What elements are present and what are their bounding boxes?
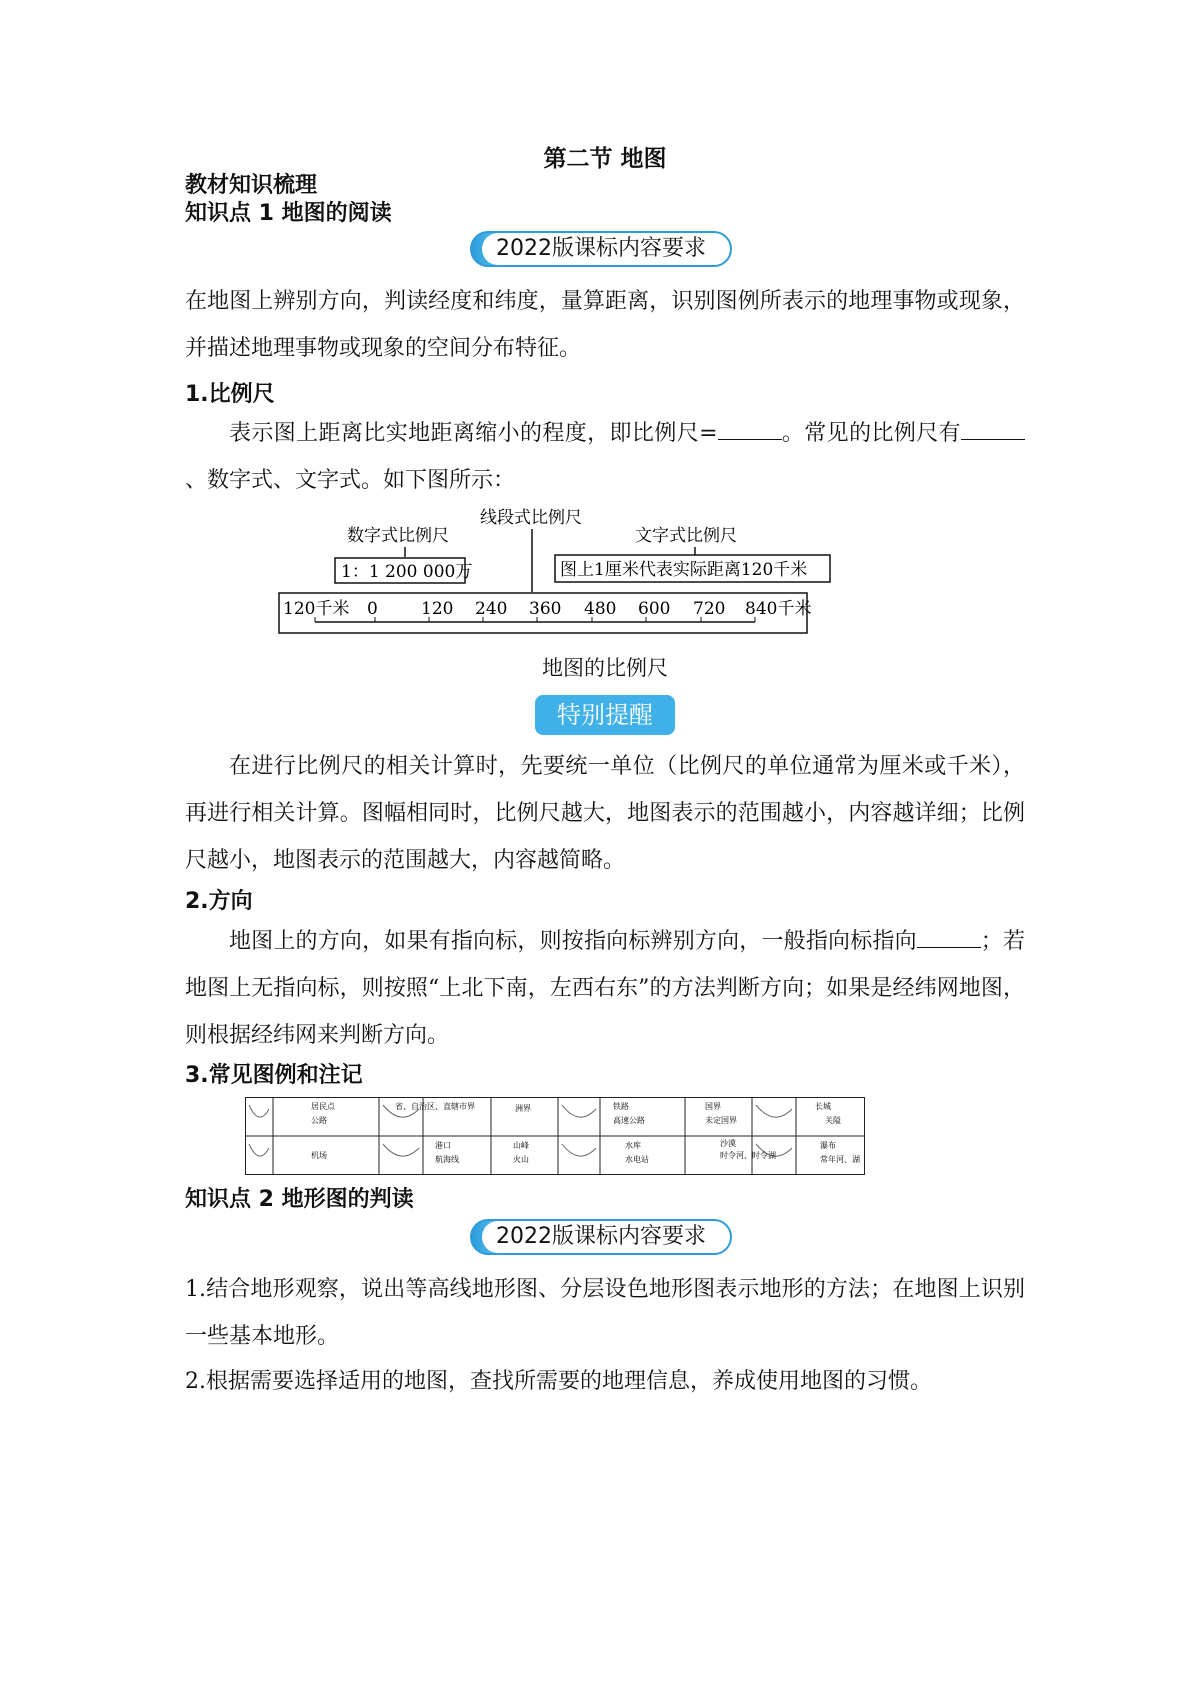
legend-label: 关隘 — [825, 1116, 841, 1125]
scale-tick-label: 120 — [421, 599, 454, 619]
kp1-heading: 知识点 1 地图的阅读 — [185, 201, 392, 226]
scale-text-b: 。常见的比例尺有 — [781, 421, 961, 446]
kp1-standard-text: 在地图上辨别方向，判读经度和纬度，量算距离，识别图例所表示的地理事物或现象，并描述地理事物或现象的空间分布特征。 — [185, 289, 1025, 361]
kp1-standard-label: 2022版课标内容要求 — [482, 233, 720, 265]
numeric-value: 1：1 200 000万 — [341, 562, 473, 582]
scale-tick-label: 840千米 — [745, 599, 812, 619]
legend-label: 水库 — [625, 1141, 641, 1150]
legend-label: 长城 — [815, 1102, 831, 1111]
label-line: 线段式比例尺 — [480, 508, 582, 528]
kp2-standard-label: 2022版课标内容要求 — [482, 1221, 720, 1253]
kp2-heading: 知识点 2 地形图的判读 — [185, 1187, 414, 1212]
kp2-standard-badge — [470, 1219, 732, 1255]
legend-label: 山峰 — [513, 1141, 529, 1150]
legend-label: 居民点 — [311, 1102, 335, 1111]
remind-text: 在进行比例尺的相关计算时，先要统一单位（比例尺的单位通常为厘米或千米），再进行相关计算。图幅相同时，比例尺越大，地图表示的范围越小，内容越详细；比例尺越小，地图表示的范围越大，内容越简略。 — [185, 754, 1025, 873]
label-text: 文字式比例尺 — [635, 526, 737, 546]
legend-label: 公路 — [311, 1116, 327, 1125]
legend-label: 洲界 — [515, 1104, 531, 1113]
kp2-item-1: 1.结合地形观察，说出等高线地形图、分层设色地形图表示地形的方法；在地图上识别一些基本地形。 — [185, 1277, 1025, 1349]
scale-blank-1[interactable] — [718, 419, 782, 440]
legend-label: 瀑布 — [820, 1141, 836, 1150]
legend-label: 省、自治区、直辖市界 — [395, 1102, 475, 1111]
direction-text-a: 地图上的方向，如果有指向标，则按指向标辨别方向，一般指向标指向 — [229, 929, 917, 954]
direction-heading: 2.方向 — [185, 889, 253, 914]
direction-text-b: ；若地图上无指向标，则按照“上北下南，左西右东”的方法判断方向；如果是经纬网地图，则根据经纬网来判断方向。 — [185, 929, 1025, 1048]
scale-blank-2[interactable] — [961, 419, 1025, 440]
scale-text-a: 表示图上距离比实地距离缩小的程度，即比例尺= — [229, 421, 718, 446]
legend-label: 高速公路 — [613, 1116, 645, 1125]
scale-tick-label: 120千米 — [283, 599, 350, 619]
scale-tick-label: 360 — [529, 599, 562, 619]
direction-paragraph — [185, 918, 1025, 1059]
scale-tick-label: 600 — [638, 599, 671, 619]
legend-label: 港口 — [435, 1141, 451, 1150]
scale-tick-label: 720 — [693, 599, 726, 619]
legend-heading: 3.常见图例和注记 — [185, 1063, 363, 1088]
text-value: 图上1厘米代表实际距离120千米 — [560, 560, 808, 580]
legend-label: 未定国界 — [705, 1116, 737, 1125]
legend-label: 航海线 — [435, 1155, 459, 1164]
scale-figure — [283, 505, 835, 630]
scale-tick-label: 0 — [367, 599, 378, 619]
legend-label: 沙漠 — [720, 1139, 736, 1148]
scale-tick-label: 240 — [475, 599, 508, 619]
legend-label: 水电站 — [625, 1155, 649, 1164]
label-numeric: 数字式比例尺 — [347, 526, 449, 546]
scale-text-c: 、数字式、文字式。如下图所示： — [185, 468, 516, 493]
remind-badge: 特别提醒 — [535, 695, 675, 735]
legend-label: 火山 — [513, 1155, 529, 1164]
legend-label: 机场 — [311, 1151, 327, 1160]
direction-blank[interactable] — [917, 927, 981, 948]
legend-label: 时令河、时令湖 — [720, 1151, 776, 1160]
legend-label: 国界 — [705, 1102, 721, 1111]
kp1-standard-badge — [470, 231, 732, 267]
kp2-item-2: 2.根据需要选择适用的地图，查找所需要的地理信息，养成使用地图的习惯。 — [185, 1369, 932, 1394]
legend-label: 常年河、湖 — [820, 1155, 860, 1164]
scale-paragraph — [185, 410, 1025, 504]
scale-tick-label: 480 — [584, 599, 617, 619]
page-title: 第二节 地图 — [543, 146, 667, 172]
scale-caption: 地图的比例尺 — [542, 656, 668, 680]
legend-table — [245, 1097, 865, 1179]
section-heading: 教材知识梳理 — [185, 173, 318, 198]
legend-label: 铁路 — [613, 1102, 629, 1111]
scale-heading: 1.比例尺 — [185, 382, 275, 407]
